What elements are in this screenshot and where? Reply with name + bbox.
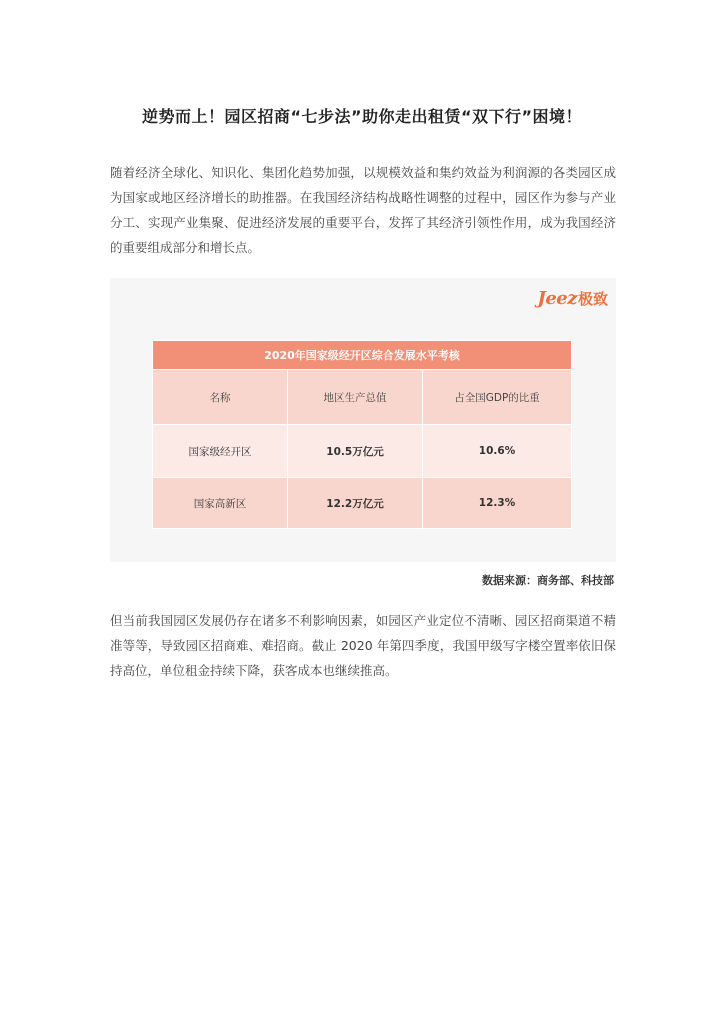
cell-share: 12.3% <box>423 478 572 529</box>
table-row <box>153 478 572 529</box>
header-gdp: 地区生产总值 <box>288 370 423 425</box>
cell-share: 10.6% <box>423 425 572 478</box>
header-share: 占全国GDP的比重 <box>423 370 572 425</box>
article-title: 逆势而上！园区招商“七步法”助你走出租赁“双下行”困境！ <box>141 107 583 126</box>
cell-name: 国家级经开区 <box>153 425 288 478</box>
data-source-note: 数据来源：商务部、科技部 <box>482 574 614 587</box>
intro-paragraph: 随着经济全球化、知识化、集团化趋势加强，以规模效益和集约效益为利润源的各类园区成为国家或地区经济增长的助推器。在我国经济结构战略性调整的过程中，园区作为参与产业分工、实现产业集聚、促进经济发展的重要平台，发挥了其经济引领性作用，成为我国经济的重要组成部分和增长点。 <box>110 165 616 255</box>
body-paragraph: 但当前我国园区发展仍存在诸多不利影响因素，如园区产业定位不清晰、园区招商渠道不精准等等，导致园区招商难、难招商。截止 2020 年第四季度，我国甲级写字楼空置率依旧保持高位，单位租金持续下降，获客成本也继续推高。 <box>110 613 616 678</box>
data-table <box>152 340 572 529</box>
table-row <box>153 425 572 478</box>
logo-latin-text: Jeez <box>537 288 577 309</box>
cell-name: 国家高新区 <box>153 478 288 529</box>
table-figure <box>110 278 616 562</box>
header-name: 名称 <box>153 370 288 425</box>
cell-gdp: 12.2万亿元 <box>288 478 423 529</box>
logo-cn-text: 极致 <box>577 290 608 308</box>
brand-logo <box>537 288 608 309</box>
cell-gdp: 10.5万亿元 <box>288 425 423 478</box>
table-caption: 2020年国家级经开区综合发展水平考核 <box>153 341 572 370</box>
table-header-row <box>153 370 572 425</box>
table-caption-row <box>153 341 572 370</box>
